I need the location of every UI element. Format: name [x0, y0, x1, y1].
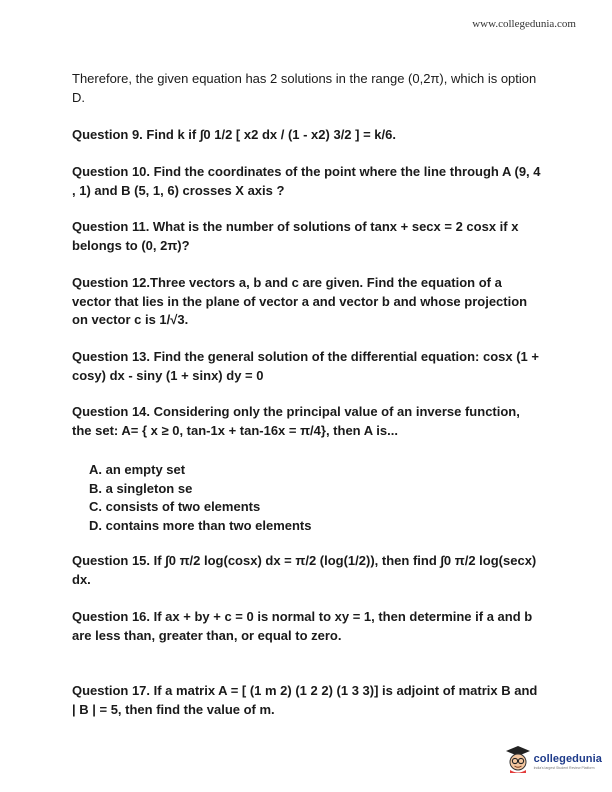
option-d: D. contains more than two elements [89, 517, 312, 533]
intro-text: Therefore, the given equation has 2 solutions in the range (0,2π), which is option D. [72, 71, 537, 105]
question-13: Question 13. Find the general solution of the differential equation: cosx (1 + cosy) dx - siny (1 + sinx) dy = 0 [72, 349, 539, 383]
option-a: A. an empty set [89, 462, 186, 477]
header-url: www.collegedunia.com [472, 18, 576, 30]
option-b: B. a singleton se [89, 480, 193, 496]
question-16: Question 16. If ax + by + c = 0 is normal to xy = 1, then determine if a and b are less than, greater than, or equal to zero. [72, 609, 533, 643]
logo-tagline: India's largest Student Review Platform [533, 766, 595, 770]
question-9: Question 9. Find k if ∫0 1/2 [ x2 dx / (1 - x2) 3/2 ] = k/6. [72, 127, 396, 142]
logo-name: collegedunia [533, 753, 602, 765]
question-14-options [89, 461, 312, 535]
question-14: Question 14. Considering only the principal value of an inverse function, the set: A= { x ≥ 0, tan-1x + tan-16x = π/4}, then A is... [72, 404, 520, 438]
question-17: Question 17. If a matrix A = [ (1 m 2) (1 2 2) (1 3 3)] is adjoint of matrix B and | B | = 5, then find the value of m. [72, 683, 538, 717]
question-11: Question 11. What is the number of solutions of tanx + secx = 2 cosx if x belongs to (0, 2π)? [72, 219, 519, 253]
option-c: C. consists of two elements [89, 499, 261, 514]
question-15: Question 15. If ∫0 π/2 log(cosx) dx = π/2 (log(1/2)), then find ∫0 π/2 log(secx) dx. [72, 553, 537, 587]
question-10: Question 10. Find the coordinates of the point where the line through A (9, 4 , 1) and B (5, 1, 6) crosses X axis ? [72, 164, 541, 198]
question-12: Question 12.Three vectors a, b and c are given. Find the equation of a vector that lies in the plane of vector a and vector b and whose projection on vector c is 1/√3. [72, 275, 528, 327]
graduate-mascot-icon [505, 745, 531, 778]
collegedunia-logo [505, 745, 602, 778]
